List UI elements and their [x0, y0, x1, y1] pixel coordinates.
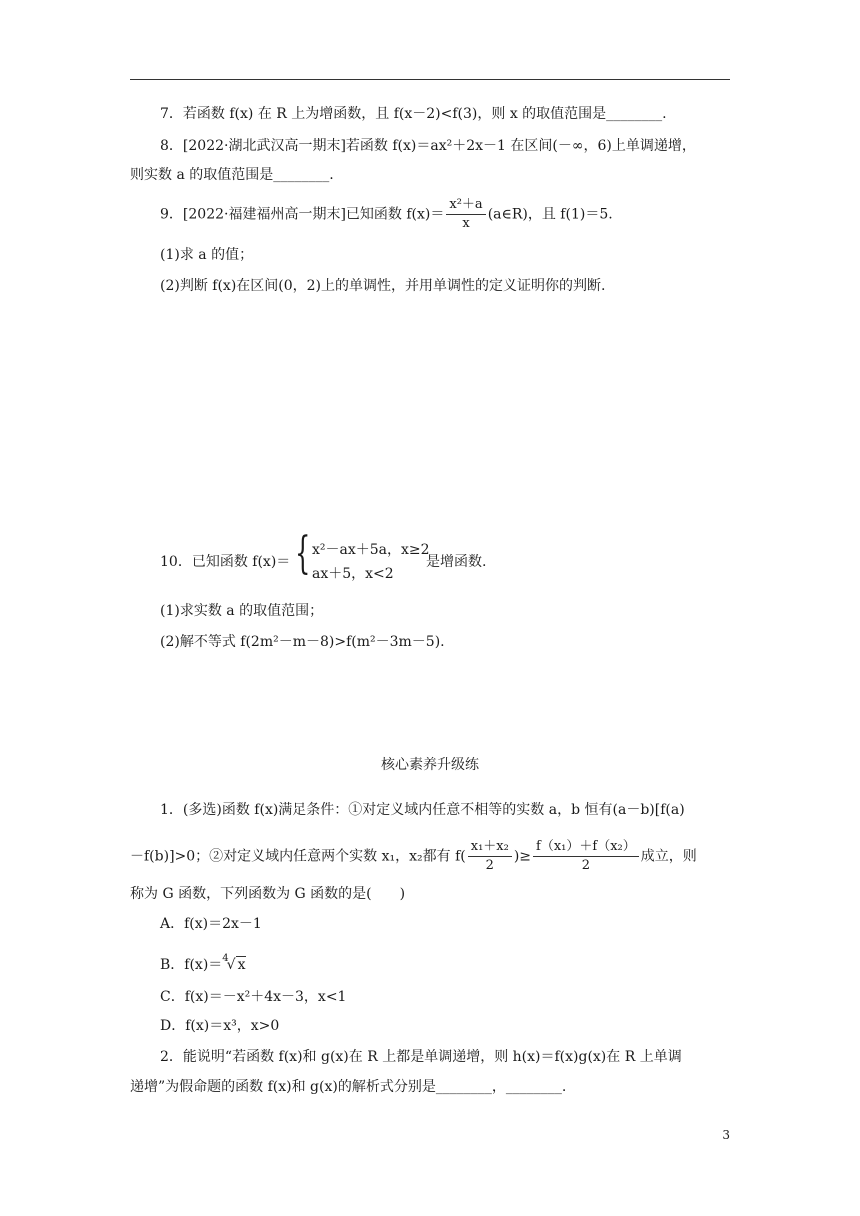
p2-line2	[130, 1077, 566, 1097]
q7-number: 7．	[160, 106, 183, 122]
question-10-lead	[160, 552, 290, 572]
p1-frac2-denominator: 2	[581, 858, 591, 873]
p1-option-a-text: A．f(x)＝2x－1	[160, 916, 262, 932]
q9-frac-numerator: x²＋a	[446, 196, 485, 215]
p1-frac1-numerator: x₁＋x₂	[468, 838, 512, 857]
p2-number: 2．	[160, 1049, 183, 1065]
p1-line1	[160, 800, 685, 820]
p2-line1-text: 能说明“若函数 f(x)和 g(x)在 R 上都是单调递增，则 h(x)＝f(x)g(x)在 R 上单调	[182, 1049, 682, 1065]
root-index: 4	[222, 953, 229, 964]
p1-option-b-lead: B．f(x)＝	[160, 957, 223, 973]
p1-line2-lead: －f(b)]>0；②对定义域内任意两个实数 x₁，x₂都有 f(	[130, 848, 466, 865]
p1-option-c-text: C．f(x)＝－x²＋4x－3，x<1	[160, 989, 347, 1005]
q10-part-1-text: (1)求实数 a 的取值范围；	[160, 603, 324, 619]
p1-option-c	[160, 987, 346, 1007]
q10-part-2-text: (2)解不等式 f(2m²－m－8)>f(m²－3m－5).	[160, 634, 445, 650]
fourth-root: $^4$√ x	[222, 953, 246, 973]
p1-option-a	[160, 914, 262, 934]
p1-number: 1．	[160, 802, 183, 818]
q9-part-2	[160, 276, 605, 296]
p1-line3-text: 称为 G 函数，下列函数为 G 函数的是( )	[130, 886, 406, 902]
radicand: x	[237, 957, 246, 973]
p1-option-d-text: D．f(x)＝x³，x>0	[160, 1018, 280, 1034]
question-9	[160, 196, 613, 233]
question-7	[160, 104, 667, 124]
q7-text: 若函数 f(x) 在 R 上为增函数，且 f(x－2)<f(3)，则 x 的取值范围是________.	[182, 106, 667, 122]
p1-line3	[130, 884, 405, 904]
p1-frac1-denominator: 2	[485, 858, 494, 873]
q9-part-1-text: (1)求 a 的值；	[160, 247, 254, 263]
p2-line1	[160, 1047, 682, 1067]
q8-text-line1: [2022·湖北武汉高一期末]若函数 f(x)＝ax²＋2x－1 在区间(－∞，6)上单调递增，	[182, 138, 696, 154]
q9-tail: (a∈R)，且 f(1)＝5.	[487, 206, 613, 223]
q8-text-line2: 则实数 a 的取值范围是________.	[130, 167, 334, 183]
q10-case-1: x²－ax＋5a，x≥2	[312, 542, 430, 558]
p1-option-b	[160, 955, 246, 977]
q9-number: 9．	[160, 206, 183, 223]
header-rule	[130, 79, 730, 80]
q9-fraction	[446, 196, 485, 233]
p1-ge-sign: )≥	[513, 848, 532, 865]
question-8-line1	[160, 136, 696, 156]
q10-number: 10．	[160, 554, 192, 570]
q10-lead: 已知函数 f(x)＝	[191, 554, 291, 570]
p1-fraction-2	[533, 838, 639, 875]
p1-fraction-1	[468, 838, 512, 875]
section-title: 核心素养升级练	[381, 757, 479, 773]
q9-frac-denominator: x	[462, 216, 470, 231]
p2-line2-text: 递增”为假命题的函数 f(x)和 g(x)的解析式分别是________，________.	[130, 1079, 567, 1095]
p1-option-d	[160, 1016, 279, 1036]
q10-part-2	[160, 632, 445, 652]
q10-part-1	[160, 601, 323, 621]
p1-frac2-numerator: f（x₁）＋f（x₂）	[533, 838, 639, 857]
question-8-line2	[130, 165, 334, 185]
q9-part-1	[160, 245, 253, 265]
q8-number: 8．	[160, 138, 183, 154]
p1-line1-text: (多选)函数 f(x)满足条件：①对定义域内任意不相等的实数 a，b 恒有(a－b)[f(a)	[182, 802, 685, 818]
p1-line2	[130, 838, 697, 875]
q9-lead: [2022·福建福州高一期末]已知函数 f(x)＝	[182, 206, 445, 223]
q10-piecewise-brace: {	[295, 528, 311, 579]
q10-tail: 是增函数.	[426, 554, 487, 570]
page-number: 3	[722, 1128, 730, 1142]
p1-line2-tail: 成立，则	[640, 848, 697, 865]
q10-case-2: ax＋5，x<2	[312, 566, 394, 582]
q9-part-2-text: (2)判断 f(x)在区间(0，2)上的单调性，并用单调性的定义证明你的判断.	[160, 278, 606, 294]
